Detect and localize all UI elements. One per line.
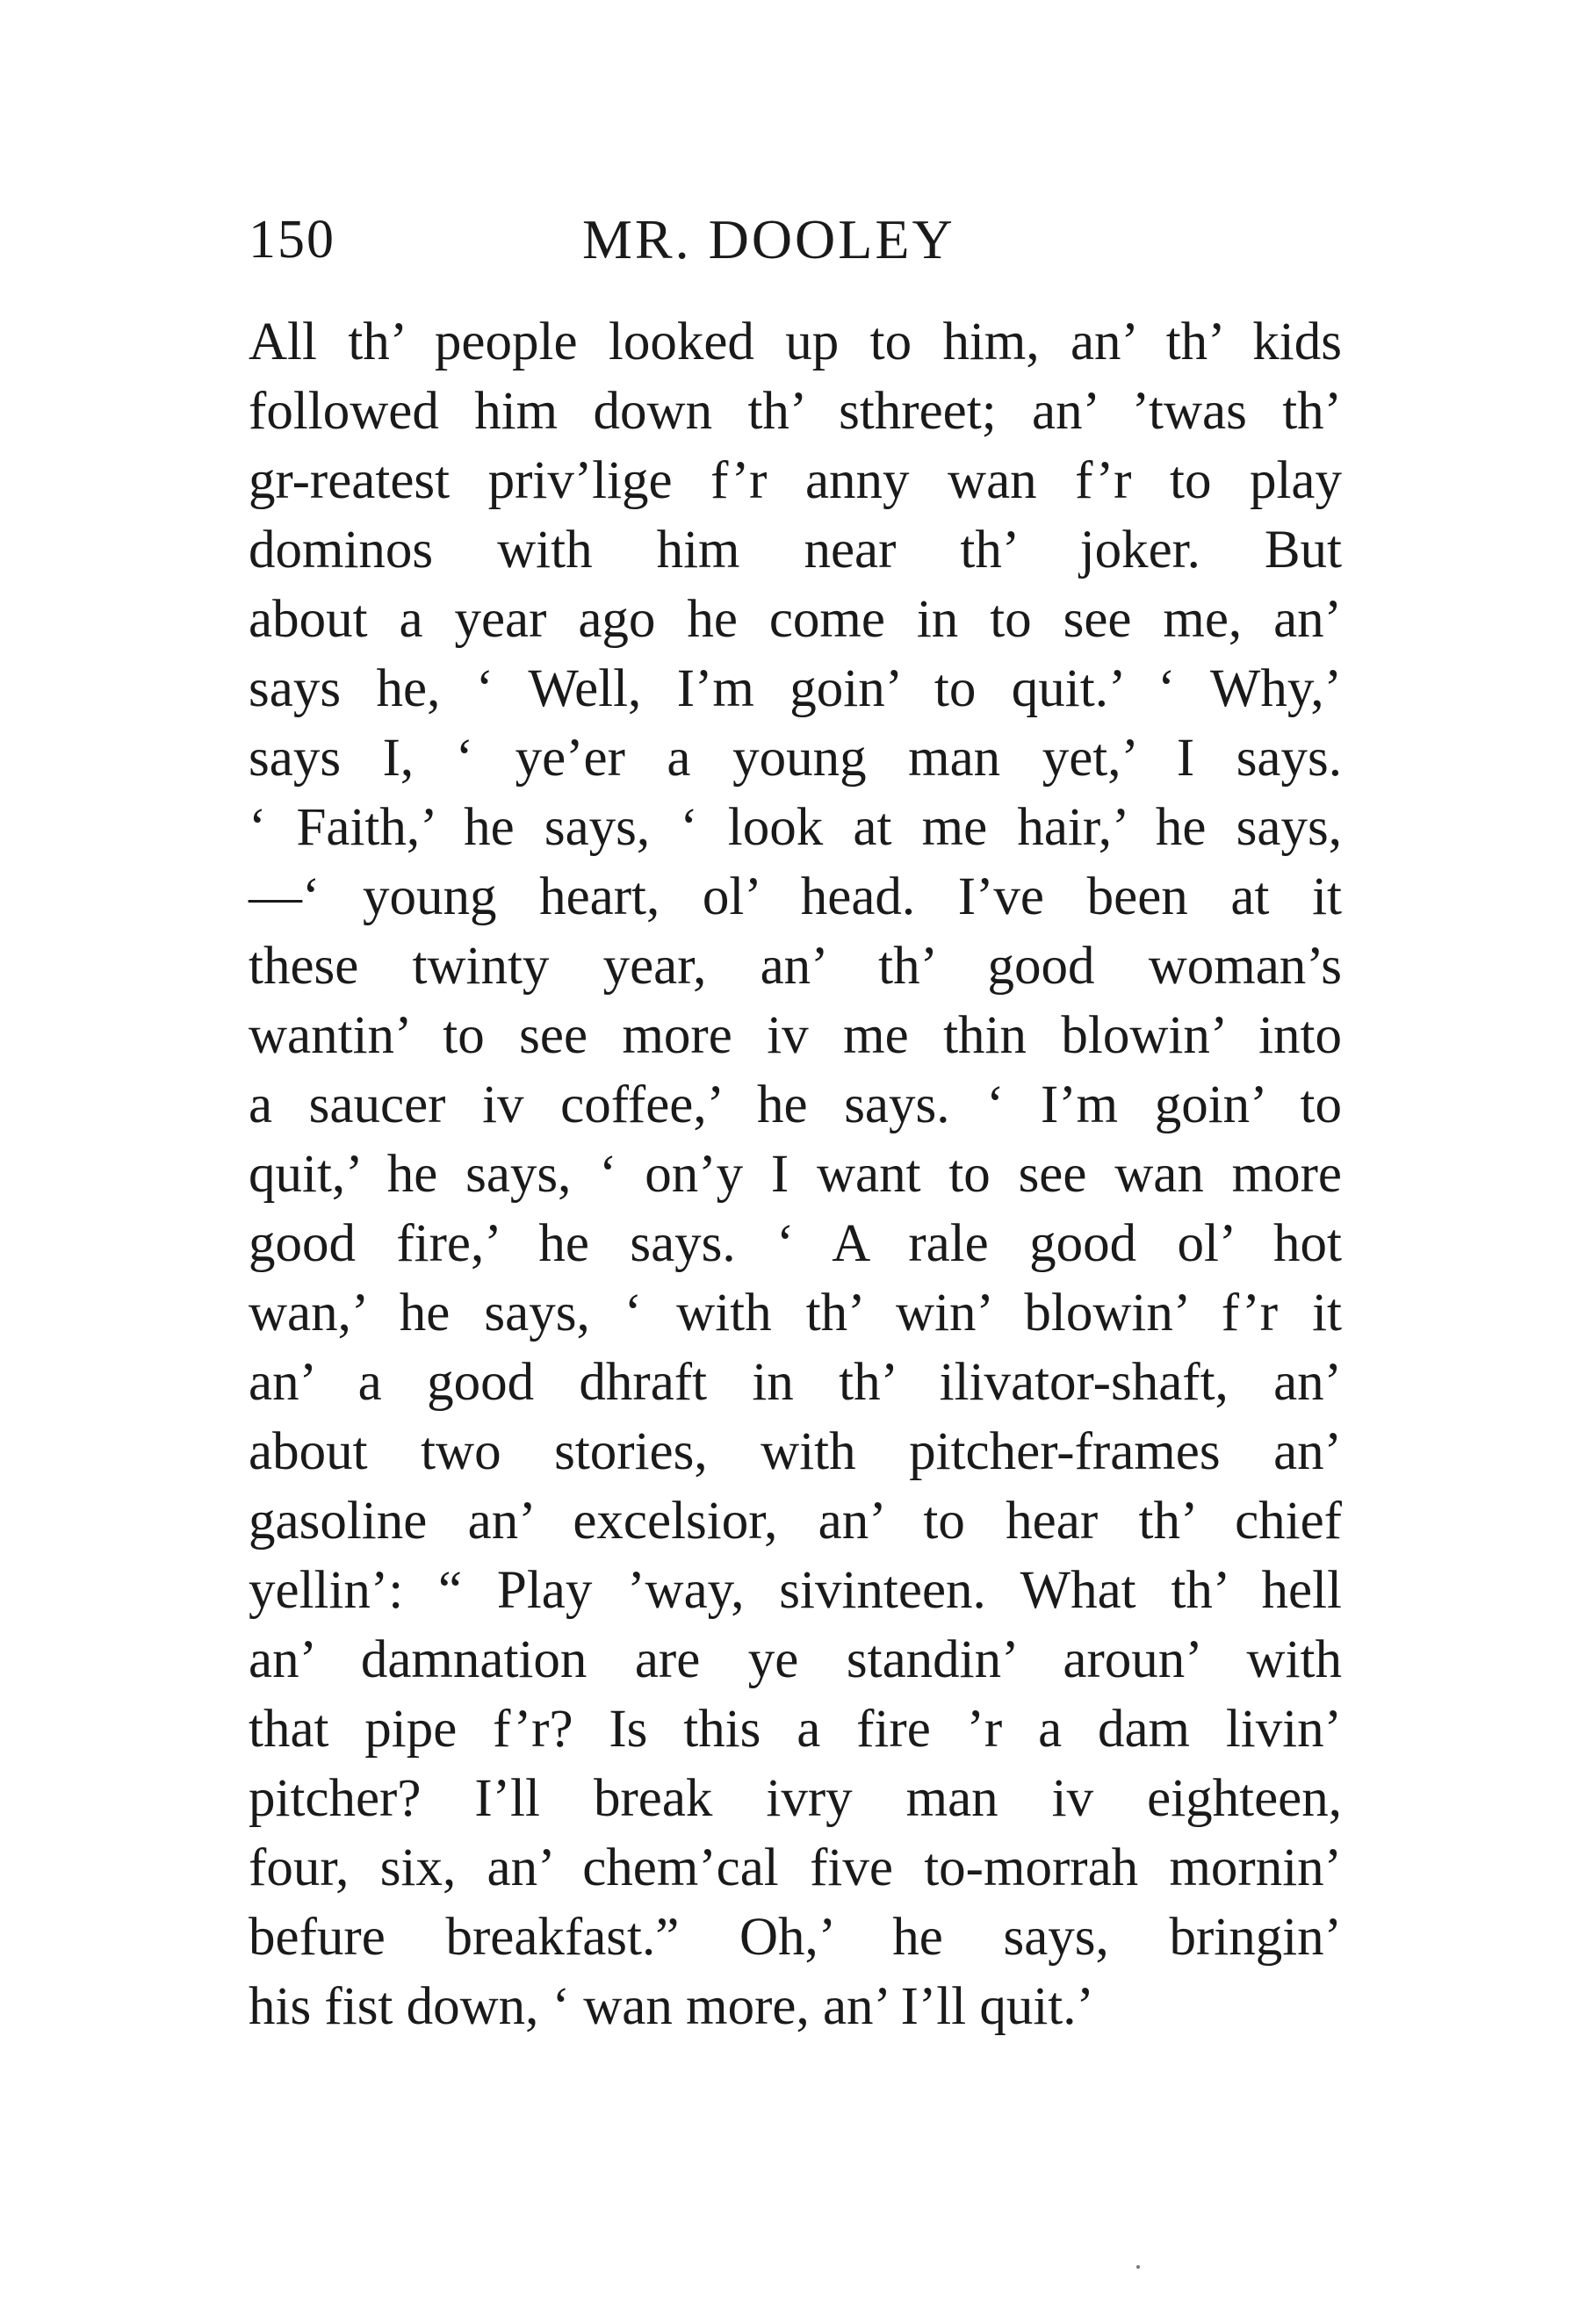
text-line: an’ damnation are ye standin’ aroun’ with <box>249 1630 1342 1689</box>
text-line: that pipe f’r? Is this a fire ’r a dam livin’ <box>249 1700 1342 1759</box>
text-line: All th’ people looked up to him, an’ th’ kids <box>249 313 1342 371</box>
text-line: wantin’ to see more iv me thin blowin’ into <box>249 1006 1342 1065</box>
text-line: wan,’ he says, ‘ with th’ win’ blowin’ f’r it <box>249 1284 1342 1342</box>
text-line: pitcher? I’ll break ivry man iv eighteen, <box>249 1769 1342 1828</box>
text-line-last: his fist down, ‘ wan more, an’ I’ll quit.’ <box>249 1977 1094 2036</box>
text-line: befure breakfast.” Oh,’ he says, bringin’ <box>249 1908 1342 1967</box>
body-text <box>249 307 1342 2041</box>
text-line: ‘ Faith,’ he says, ‘ look at me hair,’ he says, <box>249 798 1342 857</box>
running-head <box>249 200 1342 279</box>
paper-speck <box>1136 2265 1140 2269</box>
text-line: dominos with him near th’ joker. But <box>249 521 1342 579</box>
text-line: says he, ‘ Well, I’m goin’ to quit.’ ‘ Why,’ <box>249 659 1342 718</box>
text-line: says I, ‘ ye’er a young man yet,’ I says. <box>249 729 1342 788</box>
text-line: a saucer iv coffee,’ he says. ‘ I’m goin’ to <box>249 1076 1342 1134</box>
text-line: these twinty year, an’ th’ good woman’s <box>249 937 1342 996</box>
text-line: gr-reatest priv’lige f’r anny wan f’r to play <box>249 451 1342 510</box>
text-line: about two stories, with pitcher-frames an’ <box>249 1422 1342 1481</box>
text-line: quit,’ he says, ‘ on’y I want to see wan more <box>249 1145 1342 1204</box>
text-line: good fire,’ he says. ‘ A rale good ol’ hot <box>249 1214 1342 1273</box>
text-line: four, six, an’ chem’cal five to-morrah mornin’ <box>249 1838 1342 1897</box>
text-line: an’ a good dhraft in th’ ilivator-shaft, an’ <box>249 1353 1342 1412</box>
text-line: gasoline an’ excelsior, an’ to hear th’ chief <box>249 1492 1342 1551</box>
text-line: followed him down th’ sthreet; an’ ’twas th’ <box>249 382 1342 441</box>
running-title: MR. DOOLEY <box>582 208 955 270</box>
text-line: —‘ young heart, ol’ head. I’ve been at it <box>249 867 1342 926</box>
text-line: about a year ago he come in to see me, an’ <box>249 590 1342 649</box>
text-line: yellin’: “ Play ’way, sivinteen. What th’ hell <box>249 1561 1342 1620</box>
page-number: 150 <box>249 210 335 270</box>
